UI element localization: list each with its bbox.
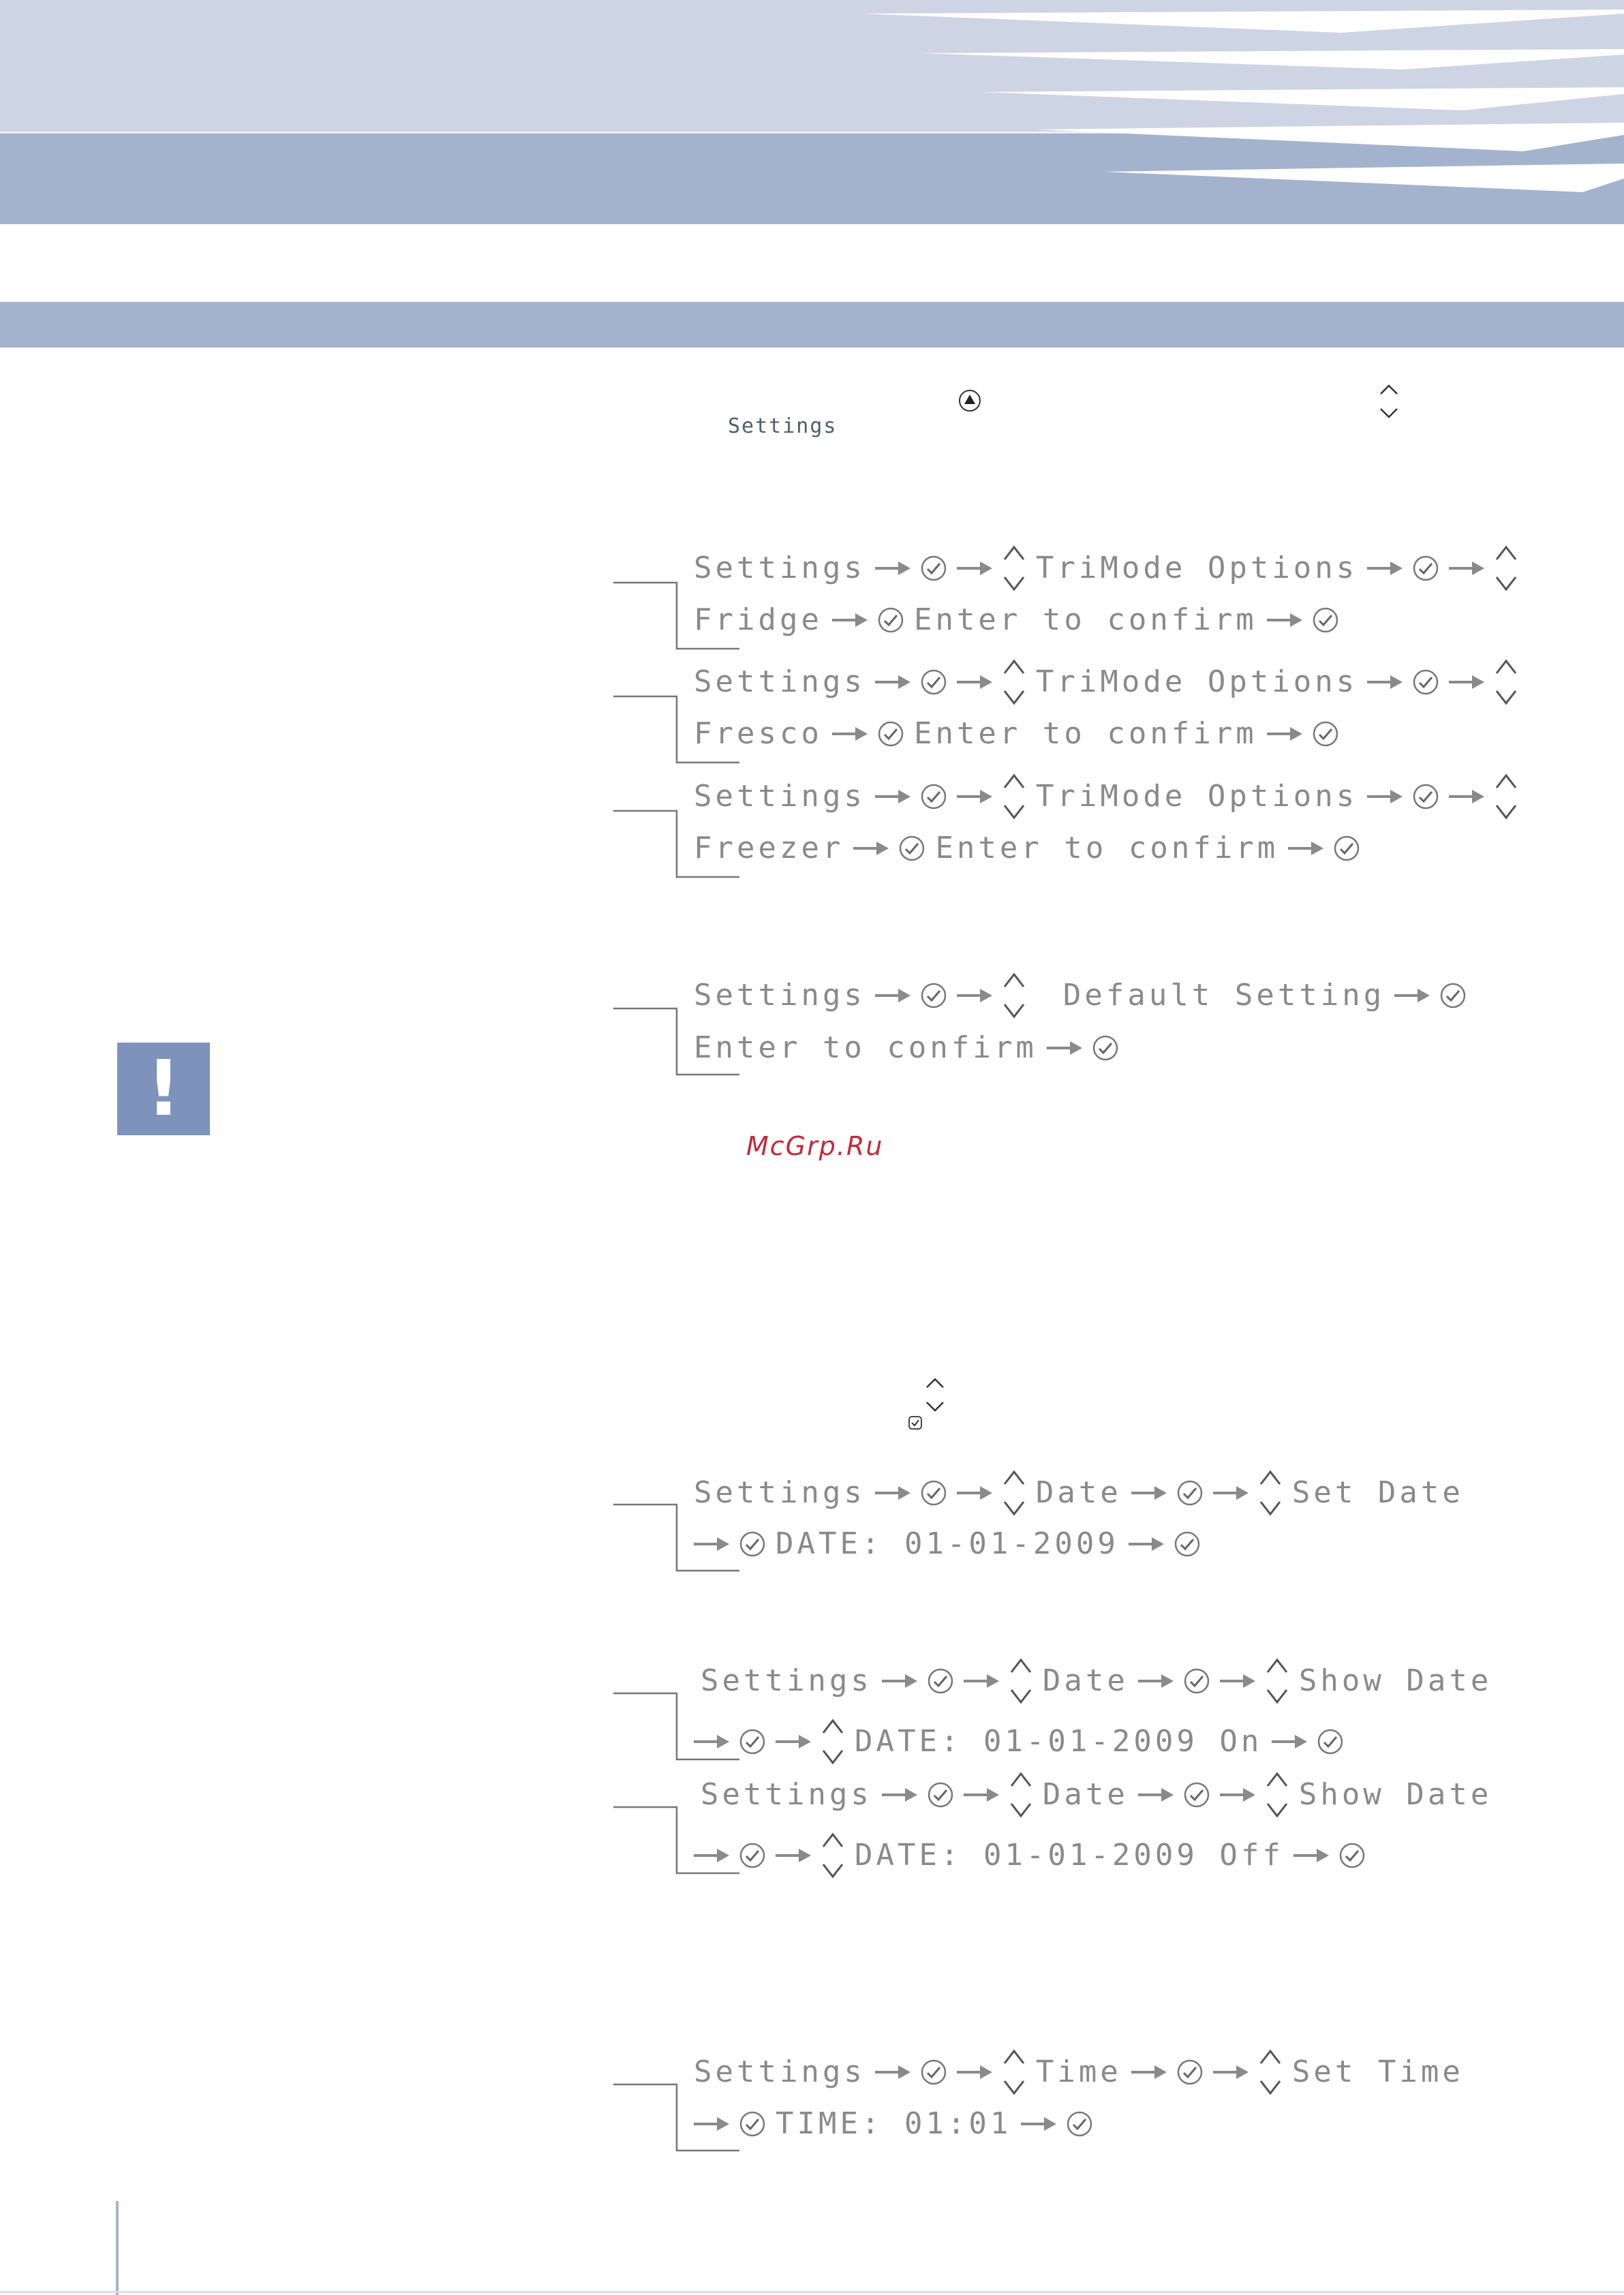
check-icon [1183, 1667, 1210, 1695]
header-stripes [0, 0, 1624, 225]
arrow-icon [875, 560, 910, 576]
arrow-icon [875, 2064, 910, 2080]
arrow-icon [853, 840, 889, 857]
arrow-icon [957, 987, 992, 1004]
up-down-icon [1265, 1654, 1289, 1708]
arrow-icon [1267, 612, 1302, 628]
set-time-line2 [694, 2106, 1093, 2142]
up-down-icon [1258, 2046, 1283, 2099]
set-date-line1 [694, 1466, 1464, 1520]
arrow-icon [964, 1787, 999, 1803]
arrow-icon [882, 1673, 917, 1689]
up-triangle-button-icon [957, 388, 982, 413]
check-icon [1066, 2110, 1093, 2138]
option-text: Date [1035, 1475, 1122, 1510]
arrow-icon [1367, 560, 1403, 576]
arrow-icon [1129, 1536, 1164, 1552]
arrow-icon [1288, 840, 1323, 857]
value-text: DATE: 01-01-2009 [776, 1526, 1119, 1561]
arrow-icon [694, 1847, 729, 1864]
check-icon [920, 1479, 947, 1507]
confirm-text: Enter to confirm [694, 1030, 1037, 1065]
trimode-fridge-line2 [694, 602, 1339, 638]
show-date-off-line1 [701, 1768, 1492, 1821]
arrow-icon [1220, 1787, 1255, 1803]
arrow-icon [1220, 1673, 1255, 1689]
menu-settings-text: Settings [701, 1777, 872, 1812]
menu-settings-text: Settings [694, 779, 865, 814]
watermark-text: McGrp.Ru [746, 1131, 884, 1161]
check-icon [739, 1728, 766, 1755]
option-text: TriMode Options [1035, 551, 1358, 585]
arrow-icon [694, 1536, 729, 1552]
arrow-icon [1047, 1040, 1082, 1056]
check-icon [920, 668, 947, 696]
confirm-text: Enter to confirm [913, 602, 1257, 637]
check-icon [1412, 783, 1439, 810]
arrow-icon [957, 560, 992, 576]
up-down-icon [1494, 656, 1518, 709]
arrow-icon [1449, 788, 1484, 805]
up-down-icon [1002, 1466, 1026, 1520]
option-text: TriMode Options [1035, 779, 1358, 814]
check-icon [1412, 555, 1439, 582]
show-date-on-line2 [694, 1715, 1344, 1768]
up-down-icon [1002, 770, 1026, 823]
up-down-icon [1494, 770, 1518, 823]
up-down-icon [1265, 1768, 1289, 1821]
show-date-on-line1 [701, 1654, 1492, 1708]
option-text: Time [1035, 2054, 1122, 2089]
sub-option-text: Set Time [1291, 2054, 1464, 2089]
arrow-icon [957, 1485, 992, 1501]
arrow-icon [1131, 2064, 1167, 2080]
value-text: TIME: 01:01 [776, 2106, 1012, 2141]
trimode-fresco-line2 [694, 716, 1339, 752]
up-down-icon [821, 1829, 845, 1882]
check-icon [1317, 1728, 1344, 1755]
check-icon [1176, 1479, 1204, 1507]
option-text: TriMode Options [1035, 664, 1358, 699]
up-down-icon [1002, 969, 1026, 1022]
up-down-icon [1009, 1768, 1033, 1821]
check-icon [877, 720, 904, 748]
arrow-icon [1449, 560, 1484, 576]
check-icon [1176, 2059, 1204, 2086]
trimode-fresco-line1 [694, 656, 1518, 709]
arrow-icon [957, 674, 992, 690]
check-icon [920, 783, 947, 810]
left-margin-rule [116, 2201, 119, 2295]
check-icon [739, 2110, 766, 2138]
check-icon [1183, 1781, 1210, 1808]
check-icon [920, 2059, 947, 2086]
menu-settings-text: Settings [694, 2054, 865, 2089]
check-icon [1412, 668, 1439, 696]
arrow-icon [875, 987, 910, 1004]
check-icon [927, 1667, 954, 1695]
arrow-icon [875, 674, 910, 690]
arrow-icon [1131, 1485, 1167, 1501]
option-text: Date [1042, 1777, 1129, 1812]
up-down-icon [1009, 1654, 1033, 1708]
arrow-icon [832, 612, 868, 628]
arrow-icon [694, 1734, 729, 1750]
sub-option-text: Set Date [1291, 1475, 1464, 1510]
set-date-line2 [694, 1526, 1201, 1562]
trimode-fridge-line1 [694, 542, 1518, 595]
arrow-icon [694, 2116, 729, 2132]
warning-icon: ! [117, 1043, 210, 1135]
check-icon [877, 606, 904, 634]
menu-settings-text: Settings [694, 1475, 865, 1510]
check-icon [1312, 606, 1339, 634]
arrow-icon [1449, 674, 1484, 690]
default-setting-line1 [694, 969, 1467, 1022]
arrow-icon [957, 2064, 992, 2080]
mode-text: Fresco [694, 716, 823, 751]
section-band [0, 302, 1624, 348]
up-down-icon [1002, 656, 1026, 709]
default-setting-line2 [694, 1030, 1119, 1066]
check-icon [739, 1842, 766, 1869]
check-icon [898, 835, 925, 862]
arrow-icon [1267, 726, 1302, 742]
arrow-icon [1138, 1787, 1174, 1803]
sub-option-text: Show Date [1298, 1777, 1492, 1812]
check-icon [739, 1530, 766, 1558]
bottom-rule [0, 2291, 1624, 2293]
confirm-text: Enter to confirm [913, 716, 1257, 751]
check-icon [1333, 835, 1360, 862]
menu-settings-text: Settings [694, 664, 865, 699]
menu-settings-text: Settings [694, 551, 865, 585]
arrow-icon [1367, 674, 1403, 690]
up-down-icon [1002, 542, 1026, 595]
check-icon [1338, 1842, 1366, 1869]
arrow-icon [882, 1787, 917, 1803]
mode-text: Fridge [694, 602, 823, 637]
up-down-icon [923, 1375, 947, 1416]
arrow-icon [1021, 2116, 1056, 2132]
check-icon [1439, 982, 1467, 1009]
up-down-icon [821, 1715, 845, 1768]
arrow-icon [776, 1847, 811, 1864]
arrow-icon [875, 788, 910, 805]
menu-settings-text: Settings [701, 1663, 872, 1698]
confirm-text: Enter to confirm [935, 831, 1279, 865]
up-down-icon [1377, 382, 1401, 421]
arrow-icon [875, 1485, 910, 1501]
show-date-off-line2 [694, 1829, 1366, 1882]
arrow-icon [957, 788, 992, 805]
trimode-freezer-line1 [694, 770, 1518, 823]
option-text: Default Setting [1062, 978, 1385, 1013]
up-down-icon [1258, 1466, 1283, 1520]
arrow-icon [776, 1734, 811, 1750]
check-icon [927, 1781, 954, 1808]
check-icon [920, 555, 947, 582]
arrow-icon [1367, 788, 1403, 805]
arrow-icon [1138, 1673, 1174, 1689]
arrow-icon [964, 1673, 999, 1689]
arrow-icon [1293, 1847, 1329, 1864]
check-icon [1312, 720, 1339, 748]
value-text: DATE: 01-01-2009 On [855, 1724, 1263, 1759]
settings-small-label: Settings [728, 414, 838, 438]
mode-text: Freezer [694, 831, 844, 865]
up-down-icon [1002, 2046, 1026, 2099]
option-text: Date [1042, 1663, 1129, 1698]
sub-option-text: Show Date [1298, 1663, 1492, 1698]
check-icon [1092, 1034, 1119, 1062]
arrow-icon [1272, 1734, 1307, 1750]
menu-settings-text: Settings [694, 978, 865, 1013]
up-down-icon [1494, 542, 1518, 595]
check-icon [920, 982, 947, 1009]
check-icon [1174, 1530, 1201, 1558]
arrow-icon [832, 726, 868, 742]
small-check-icon [908, 1415, 923, 1430]
arrow-icon [1213, 1485, 1248, 1501]
arrow-icon [1394, 987, 1430, 1004]
set-time-line1 [694, 2046, 1464, 2099]
value-text: DATE: 01-01-2009 Off [855, 1838, 1284, 1873]
arrow-icon [1213, 2064, 1248, 2080]
trimode-freezer-line2 [694, 831, 1360, 866]
